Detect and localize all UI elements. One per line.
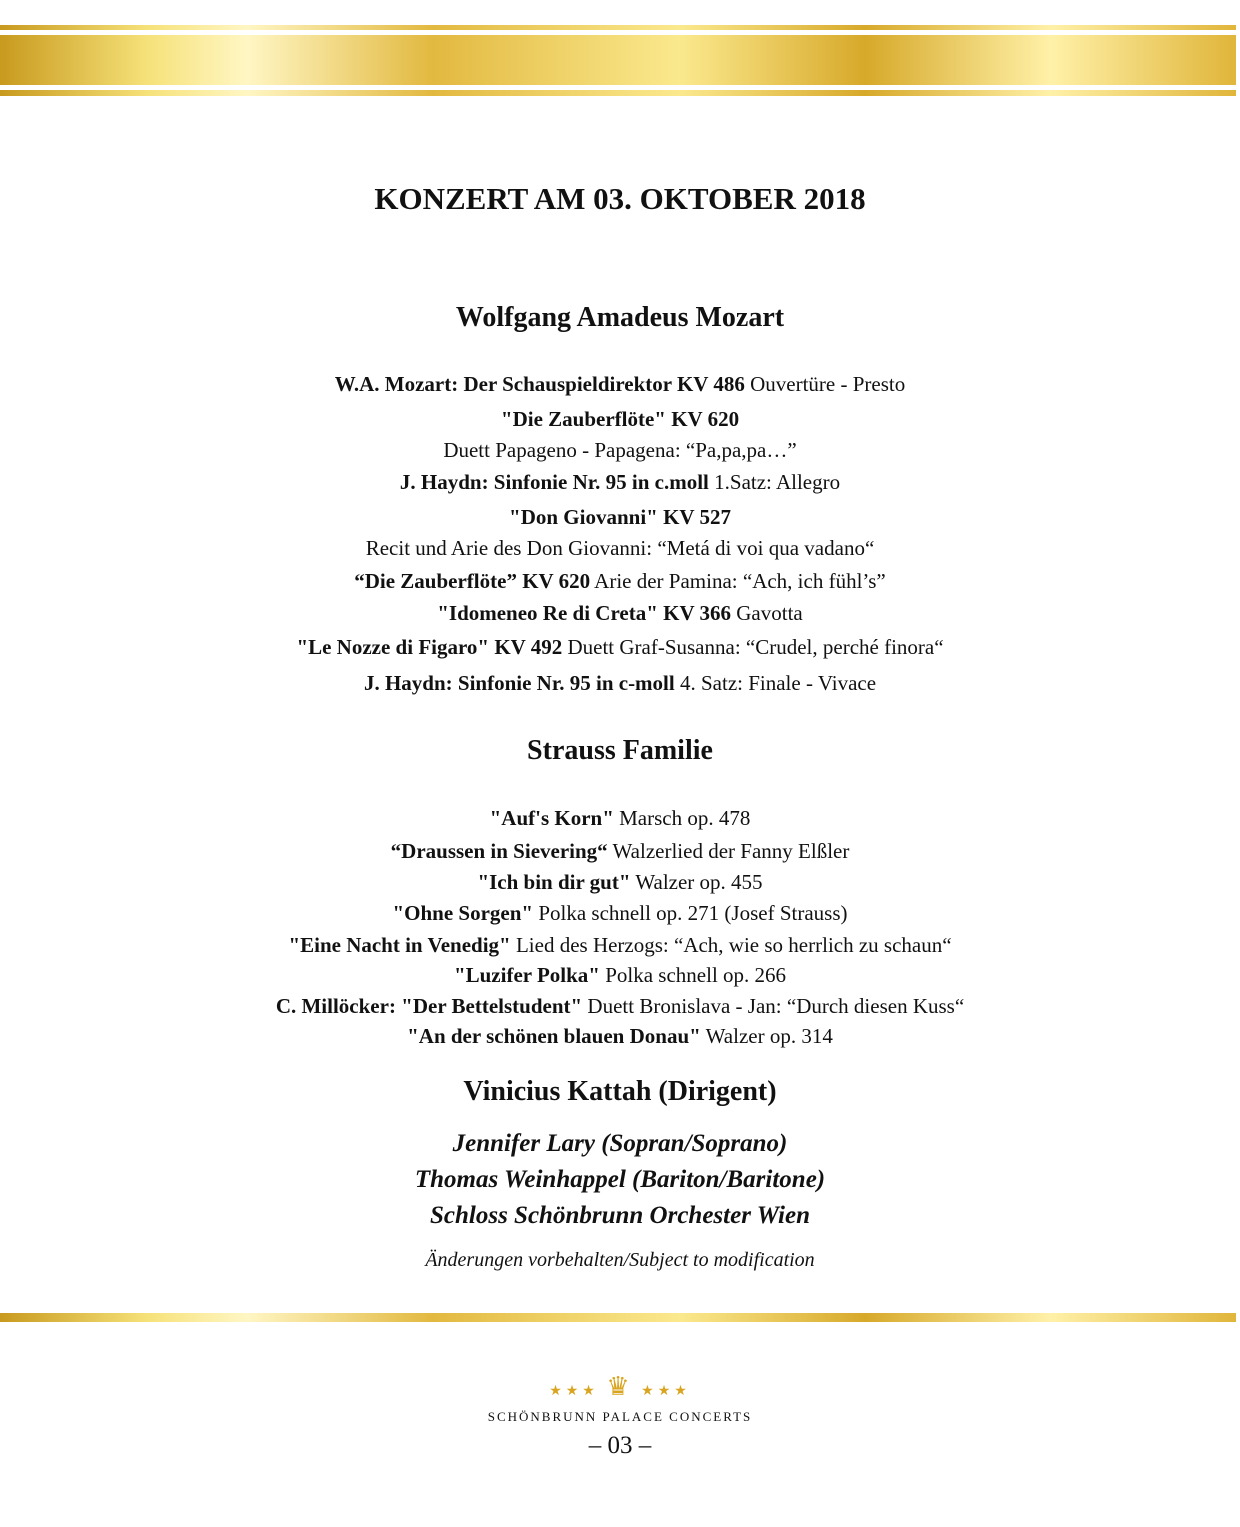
work-detail: Recit und Arie des Don Giovanni: “Metá di voi qua vadano“	[365, 536, 875, 560]
work-detail: 1.Satz: Allegro	[708, 470, 841, 494]
program-item	[0, 372, 1240, 397]
program-item	[0, 933, 1240, 958]
performer: Thomas Weinhappel (Bariton/Baritone)	[414, 1166, 826, 1193]
program-item	[0, 438, 1240, 463]
work-title: "Eine Nacht in Venedig"	[288, 933, 511, 957]
performer: Schloss Schönbrunn Orchester Wien	[430, 1202, 810, 1229]
work-title: J. Haydn: Sinfonie Nr. 95 in c.moll	[399, 470, 709, 494]
footer-brand: SCHÖNBRUNN PALACE CONCERTS	[487, 1409, 753, 1424]
performer: Jennifer Lary (Sopran/Soprano)	[452, 1130, 788, 1157]
program-item	[0, 635, 1240, 660]
work-detail: Walzerlied der Fanny Elßler	[607, 839, 850, 863]
work-title: "Le Nozze di Figaro" KV 492	[296, 635, 563, 659]
program-item	[0, 806, 1240, 831]
work-title: "Die Zauberflöte" KV 620	[500, 407, 740, 431]
program-item	[0, 470, 1240, 495]
program-item	[0, 963, 1240, 988]
top-gold-thin-line	[0, 25, 1236, 30]
top-gold-band	[0, 35, 1236, 85]
work-title: C. Millöcker: "Der Bettelstudent"	[275, 994, 583, 1018]
program-item	[0, 601, 1240, 626]
work-title: "Ohne Sorgen"	[392, 901, 534, 925]
work-detail: Ouvertüre - Presto	[744, 372, 906, 396]
work-detail: Duett Bronislava - Jan: “Durch diesen Kuss“	[582, 994, 965, 1018]
crown-logo-icon: ★★★ ♛ ★★★	[549, 1372, 691, 1401]
section-heading: Strauss Familie	[527, 735, 713, 766]
work-detail: Gavotta	[731, 601, 803, 625]
work-title: "Idomeneo Re di Creta" KV 366	[437, 601, 732, 625]
program-item	[0, 671, 1240, 696]
work-title: J. Haydn: Sinfonie Nr. 95 in c-moll	[363, 671, 675, 695]
program-item	[0, 870, 1240, 895]
program-item	[0, 1024, 1240, 1049]
work-title: "Ich bin dir gut"	[477, 870, 631, 894]
work-detail: Walzer op. 314	[700, 1024, 833, 1048]
work-title: "An der schönen blauen Donau"	[407, 1024, 701, 1048]
work-title: W.A. Mozart: Der Schauspieldirektor KV 486	[334, 372, 745, 396]
page-title: KONZERT AM 03. OKTOBER 2018	[374, 181, 866, 216]
program-item	[0, 536, 1240, 561]
work-title: "Auf's Korn"	[489, 806, 614, 830]
work-detail: Polka schnell op. 271 (Josef Strauss)	[533, 901, 848, 925]
work-detail: Duett Papageno - Papagena: “Pa,pa,pa…”	[443, 438, 797, 462]
work-detail: Marsch op. 478	[613, 806, 751, 830]
program-item	[0, 569, 1240, 594]
section-heading: Wolfgang Amadeus Mozart	[455, 302, 785, 333]
bottom-gold-line	[0, 1313, 1236, 1322]
modification-note: Änderungen vorbehalten/Subject to modification	[425, 1249, 815, 1271]
work-detail: Polka schnell op. 266	[599, 963, 787, 987]
program-item	[0, 407, 1240, 432]
work-title: "Don Giovanni" KV 527	[509, 505, 731, 529]
work-detail: Duett Graf-Susanna: “Crudel, perché finora“	[562, 635, 944, 659]
conductor: Vinicius Kattah (Dirigent)	[463, 1076, 777, 1107]
program-item	[0, 994, 1240, 1019]
work-detail: Lied des Herzogs: “Ach, wie so herrlich zu schaun“	[510, 933, 952, 957]
work-title: “Draussen in Sievering“	[390, 839, 608, 863]
work-detail: Walzer op. 455	[630, 870, 763, 894]
page-number: – 03 –	[588, 1432, 652, 1459]
work-title: “Die Zauberflöte” KV 620	[354, 569, 591, 593]
program-item	[0, 505, 1240, 530]
program-item	[0, 901, 1240, 926]
work-detail: 4. Satz: Finale - Vivace	[674, 671, 877, 695]
work-title: "Luzifer Polka"	[453, 963, 600, 987]
top-gold-thin-line-2	[0, 90, 1236, 96]
work-detail: Arie der Pamina: “Ach, ich fühl’s”	[590, 569, 886, 593]
program-item	[0, 839, 1240, 864]
